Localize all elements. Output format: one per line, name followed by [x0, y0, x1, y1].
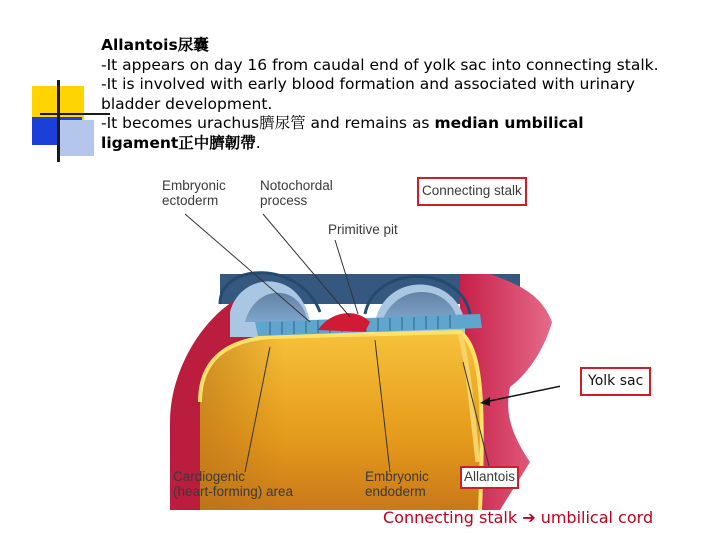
body-text	[101, 36, 701, 153]
label-notochordal-process	[260, 179, 333, 208]
deco-lightblue-square	[60, 120, 94, 156]
caption-connecting-stalk: Connecting stalk	[383, 508, 518, 527]
arrow-right-icon: ➔	[522, 508, 536, 527]
label-embryonic-ectoderm	[162, 179, 226, 208]
line-urachus-text: -It becomes urachus臍尿管 and remains as	[101, 114, 435, 132]
label-embryonic-endoderm-line1: Embryonic	[365, 469, 429, 484]
label-primitive-pit: Primitive pit	[328, 222, 398, 237]
line-urachus-bold: median umbilical	[434, 114, 584, 132]
line-ligament-bold: ligament正中臍韌帶	[101, 133, 256, 152]
label-cardiogenic-area	[173, 470, 293, 499]
caption-umbilical-cord: umbilical cord	[540, 508, 654, 527]
label-embryonic-ectoderm-line2: ectoderm	[162, 192, 219, 208]
label-embryonic-endoderm	[365, 470, 429, 499]
label-embryonic-ectoderm-line1: Embryonic	[162, 178, 226, 193]
deco-horizontal-line	[40, 113, 110, 115]
label-notochordal-line1: Notochordal	[260, 178, 333, 193]
label-notochordal-line2: process	[260, 192, 308, 208]
line-urachus	[101, 114, 701, 134]
label-cardiogenic-line1: Cardiogenic	[173, 469, 246, 484]
line-involved: -It is involved with early blood formation and associated with urinary	[101, 75, 635, 93]
label-yolk-sac: Yolk sac	[580, 367, 651, 396]
deco-vertical-line	[57, 80, 60, 162]
label-embryonic-endoderm-line2: endoderm	[365, 483, 426, 499]
line-ligament	[101, 134, 701, 154]
slide-title: Allantois尿囊	[101, 36, 209, 54]
line-bladder: bladder development.	[101, 94, 273, 113]
label-cardiogenic-line2: (heart-forming) area	[173, 483, 294, 499]
label-connecting-stalk: Connecting stalk	[417, 177, 527, 206]
embryo-figure	[160, 172, 560, 510]
label-allantois: Allantois	[460, 466, 519, 489]
caption-connecting-stalk-to-umbilical-cord	[383, 508, 653, 527]
line-ligament-period: .	[255, 133, 261, 152]
line-appears: -It appears on day 16 from caudal end of yolk sac into connecting stalk.	[101, 55, 659, 74]
